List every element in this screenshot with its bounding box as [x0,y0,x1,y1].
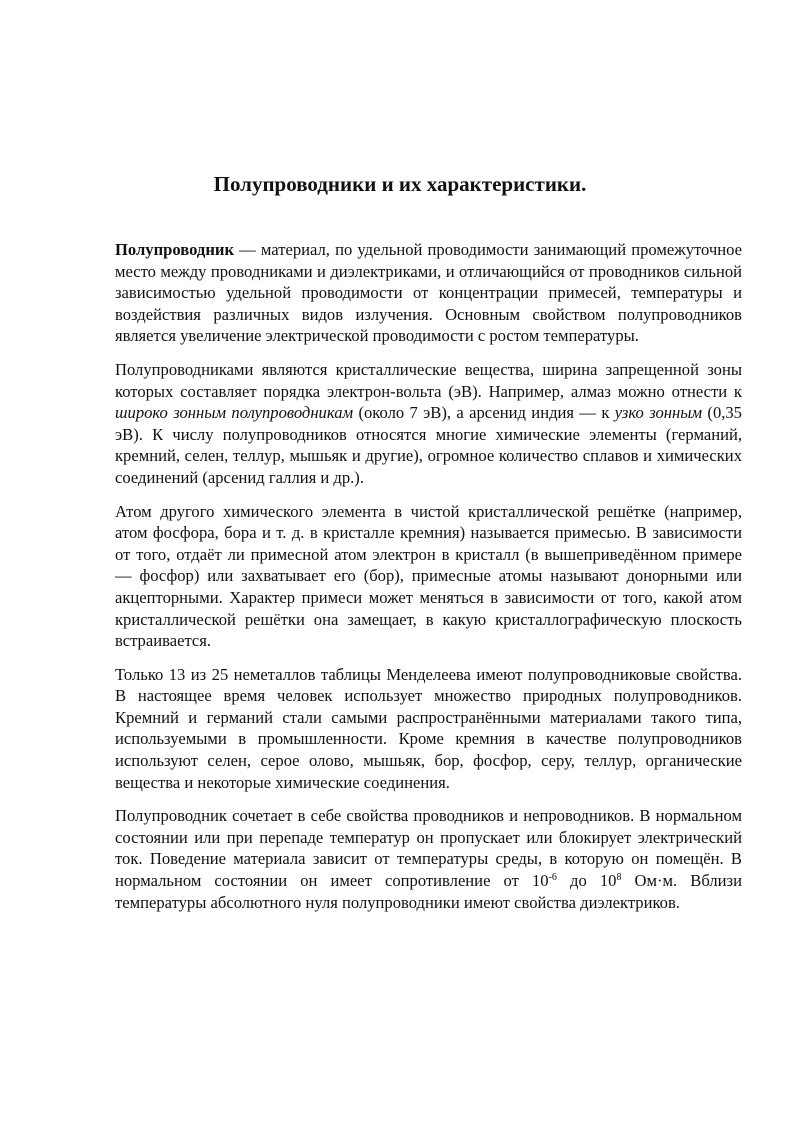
paragraph-5-text-a: Полупроводник сочетает в себе свойства проводников и непроводников. В нормальном состоянии или при перепаде температур он пропускает или блокирует электрический ток. Поведение материала зависит от температуры среды, в которую он помещён. В нормальном состоянии он имеет сопротивление от 10 [115,806,742,891]
italic-wide-gap: широко зонным полупроводникам [115,403,354,423]
paragraph-2-text-a: Полупроводниками являются кристаллические вещества, ширина запрещенной зоны которых составляет порядка электрон-вольта (эВ). Например, алмаз можно отнести к [115,359,742,401]
paragraph-1-text: — материал, по удельной проводимости занимающий промежуточное место между проводниками и диэлектриками, и отличающийся от проводников сильной зависимостью удельной проводимости от концентрации примесей, температуры и воздействия различных видов излучения. Основным свойством полупроводников является увеличение электрической проводимости с ростом температуры. [115,240,742,346]
term-bold: Полупроводник [115,240,235,259]
italic-narrow-gap: узко зонным [614,403,703,423]
paragraph-2-text-b: (около 7 эВ), а арсенид индия — к [353,403,615,423]
document-body [115,239,742,925]
paragraph-2 [115,359,742,489]
exponent-2: 8 [616,872,622,884]
paragraph-1 [115,239,742,347]
paragraph-5-text-b: до 10 [556,871,617,891]
exponent-1: -6 [548,872,557,884]
paragraph-5 [115,805,742,913]
paragraph-3: Атом другого химического элемента в чистой кристаллической решётке (например, атом фосфора, бора и т. д. в кристалле кремния) называется примесью. В зависимости от того, отдаёт ли примесной атом электрон в кристалл (в вышеприведённом примере — фосфор) или захватывает его (бор), примесные атомы называют донорными или акцепторными. Характер примеси может меняться в зависимости от того, какой атом кристаллической решётки она замещает, в какую кристаллографическую плоскость встраивается. [115,501,742,651]
paragraph-5-text-c: Ом·м. Вблизи температуры абсолютного нуля полупроводники имеют свойства диэлектриков. [115,871,742,912]
page-title: Полупроводники и их характеристики. [213,172,587,196]
paragraph-2-text-c: (0,35 эВ). К числу полупроводников относятся многие химические элементы (германий, кремний, селен, теллур, мышьяк и другие), огромное количество сплавов и химических соединений (арсенид галлия и др.). [115,403,742,487]
paragraph-4: Только 13 из 25 неметаллов таблицы Менделеева имеют полупроводниковые свойства. В настоящее время человек использует множество природных полупроводников. Кремний и германий стали самыми распространёнными материалами такого типа, используемыми в промышленности. Кроме кремния в качестве полупроводников используют селен, серое олово, мышьяк, бор, фосфор, серу, теллур, органические вещества и некоторые химические соединения. [115,664,742,792]
